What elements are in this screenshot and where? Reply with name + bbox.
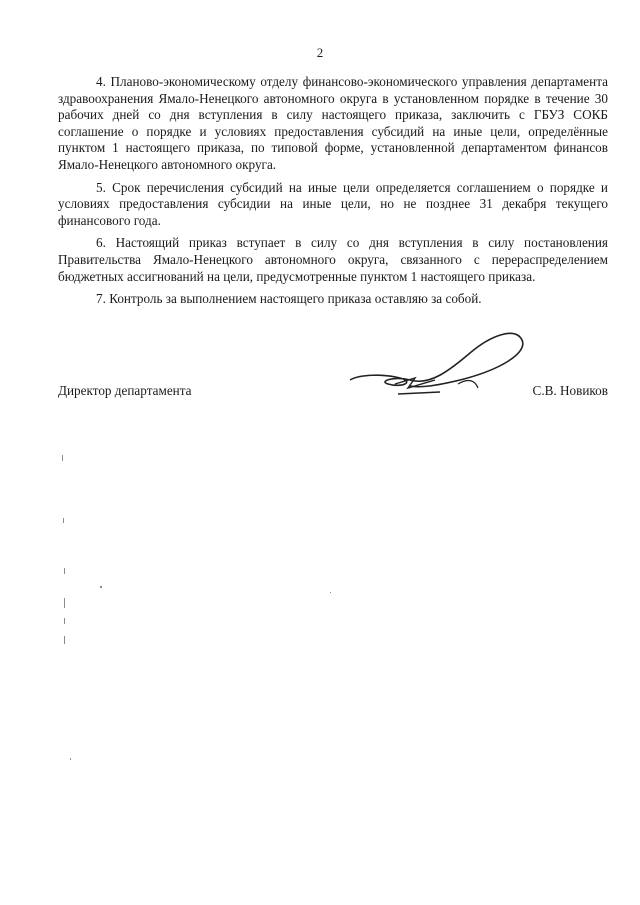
scan-artifact bbox=[100, 586, 102, 588]
signatory-name: С.В. Новиков bbox=[532, 383, 608, 398]
paragraph-4: 4. Планово-экономическому отделу финансово-экономического управления департамента здравоохранения Ямало-Ненецкого автономного округа в установленном порядке в течение 30 рабочих дней со дня вступления в силу настоящего приказа, заключить с ГБУЗ СОКБ соглашение о порядке и условиях предоставления субсидий на иные цели, определённые пунктом 1 настоящего приказа, по типовой форме, установленной департаментом финансов Ямало-Ненецкого автономного округа. bbox=[58, 74, 608, 172]
scan-artifact bbox=[64, 568, 65, 574]
scan-artifact bbox=[62, 455, 63, 461]
scan-artifact bbox=[70, 758, 71, 760]
scan-artifact bbox=[64, 636, 65, 644]
page-number: 2 bbox=[316, 45, 324, 60]
signatory-title: Директор департамента bbox=[58, 383, 192, 398]
paragraph-7: 7. Контроль за выполнением настоящего приказа оставляю за собой. bbox=[96, 291, 482, 307]
scan-artifact bbox=[64, 618, 65, 624]
handwritten-signature bbox=[340, 318, 540, 408]
scan-artifact bbox=[64, 598, 65, 608]
paragraph-5: 5. Срок перечисления субсидий на иные цели определяется соглашением о порядке и условиях предоставления субсидии на иные цели, но не позднее 31 декабря текущего финансового года. bbox=[58, 179, 608, 228]
paragraph-6: 6. Настоящий приказ вступает в силу со дня вступления в силу постановления Правительства Ямало-Ненецкого автономного округа, связанного с перераспределением бюджетных ассигнований на цели, предусмотренные пунктом 1 настоящего приказа. bbox=[58, 235, 608, 284]
scan-artifact bbox=[63, 518, 64, 523]
scan-artifact bbox=[330, 592, 331, 593]
document-body bbox=[58, 74, 608, 314]
